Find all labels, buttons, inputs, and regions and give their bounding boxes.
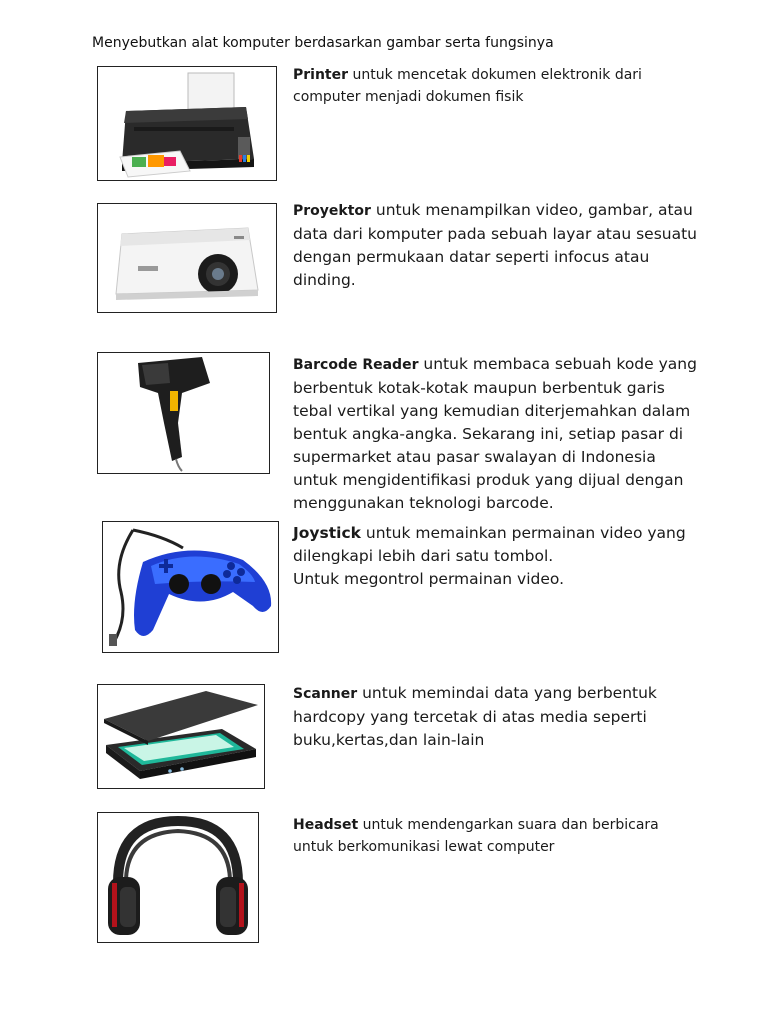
projector-description xyxy=(293,199,697,292)
barcode-reader-icon xyxy=(98,353,269,473)
scanner-term: Scanner xyxy=(293,686,358,702)
barcode-reader-line: untuk membaca sebuah kode yang xyxy=(418,355,697,373)
headset-image xyxy=(97,812,259,943)
barcode-reader-description xyxy=(293,353,697,515)
scanner-icon xyxy=(98,685,264,788)
projector-image xyxy=(97,203,277,313)
barcode-reader-line: berbentuk kotak-kotak maupun berbentuk garis xyxy=(293,379,665,397)
joystick-icon xyxy=(103,522,278,652)
page-title: Menyebutkan alat komputer berdasarkan gambar serta fungsinya xyxy=(92,35,554,51)
scanner-description xyxy=(293,682,657,752)
scanner-line: untuk memindai data yang berbentuk xyxy=(357,684,657,702)
barcode-reader-line: bentuk angka-angka. Sekarang ini, setiap pasar di xyxy=(293,425,684,443)
scanner-line: buku,kertas,dan lain-lain xyxy=(293,731,485,749)
barcode-reader-line: untuk mengidentifikasi produk yang dijual dengan xyxy=(293,471,684,489)
printer-image xyxy=(97,66,277,181)
barcode-reader-line: menggunakan teknologi barcode. xyxy=(293,494,554,512)
barcode-reader-image xyxy=(97,352,270,474)
headset-term: Headset xyxy=(293,817,359,833)
printer-term: Printer xyxy=(293,67,349,83)
headset-line: untuk berkomunikasi lewat computer xyxy=(293,839,555,855)
scanner-line: hardcopy yang tercetak di atas media seperti xyxy=(293,708,647,726)
joystick-line: untuk memainkan permainan video yang xyxy=(360,524,686,542)
projector-line: dengan permukaan datar seperti infocus atau xyxy=(293,248,650,266)
joystick-term: Joystick xyxy=(293,524,361,542)
barcode-reader-line: tebal vertikal yang kemudian diterjemahkan dalam xyxy=(293,402,691,420)
barcode-reader-term: Barcode Reader xyxy=(293,357,419,373)
headset-line: untuk mendengarkan suara dan berbicara xyxy=(358,817,659,833)
headset-icon xyxy=(98,813,258,942)
projector-line: data dari komputer pada sebuah layar atau sesuatu xyxy=(293,225,697,243)
joystick-line: Untuk megontrol permainan video. xyxy=(293,570,565,588)
printer-icon xyxy=(98,67,276,180)
printer-line: computer menjadi dokumen fisik xyxy=(293,89,524,105)
barcode-reader-line: supermarket atau pasar swalayan di Indonesia xyxy=(293,448,656,466)
joystick-description xyxy=(293,522,686,591)
printer-line: untuk mencetak dokumen elektronik dari xyxy=(348,67,642,83)
projector-line: dinding. xyxy=(293,271,356,289)
scanner-image xyxy=(97,684,265,789)
joystick-image xyxy=(102,521,279,653)
joystick-line: dilengkapi lebih dari satu tombol. xyxy=(293,547,554,565)
projector-line: untuk menampilkan video, gambar, atau xyxy=(370,201,693,219)
headset-description xyxy=(293,814,659,858)
projector-term: Proyektor xyxy=(293,203,371,219)
printer-description xyxy=(293,64,642,108)
projector-icon xyxy=(98,204,276,312)
